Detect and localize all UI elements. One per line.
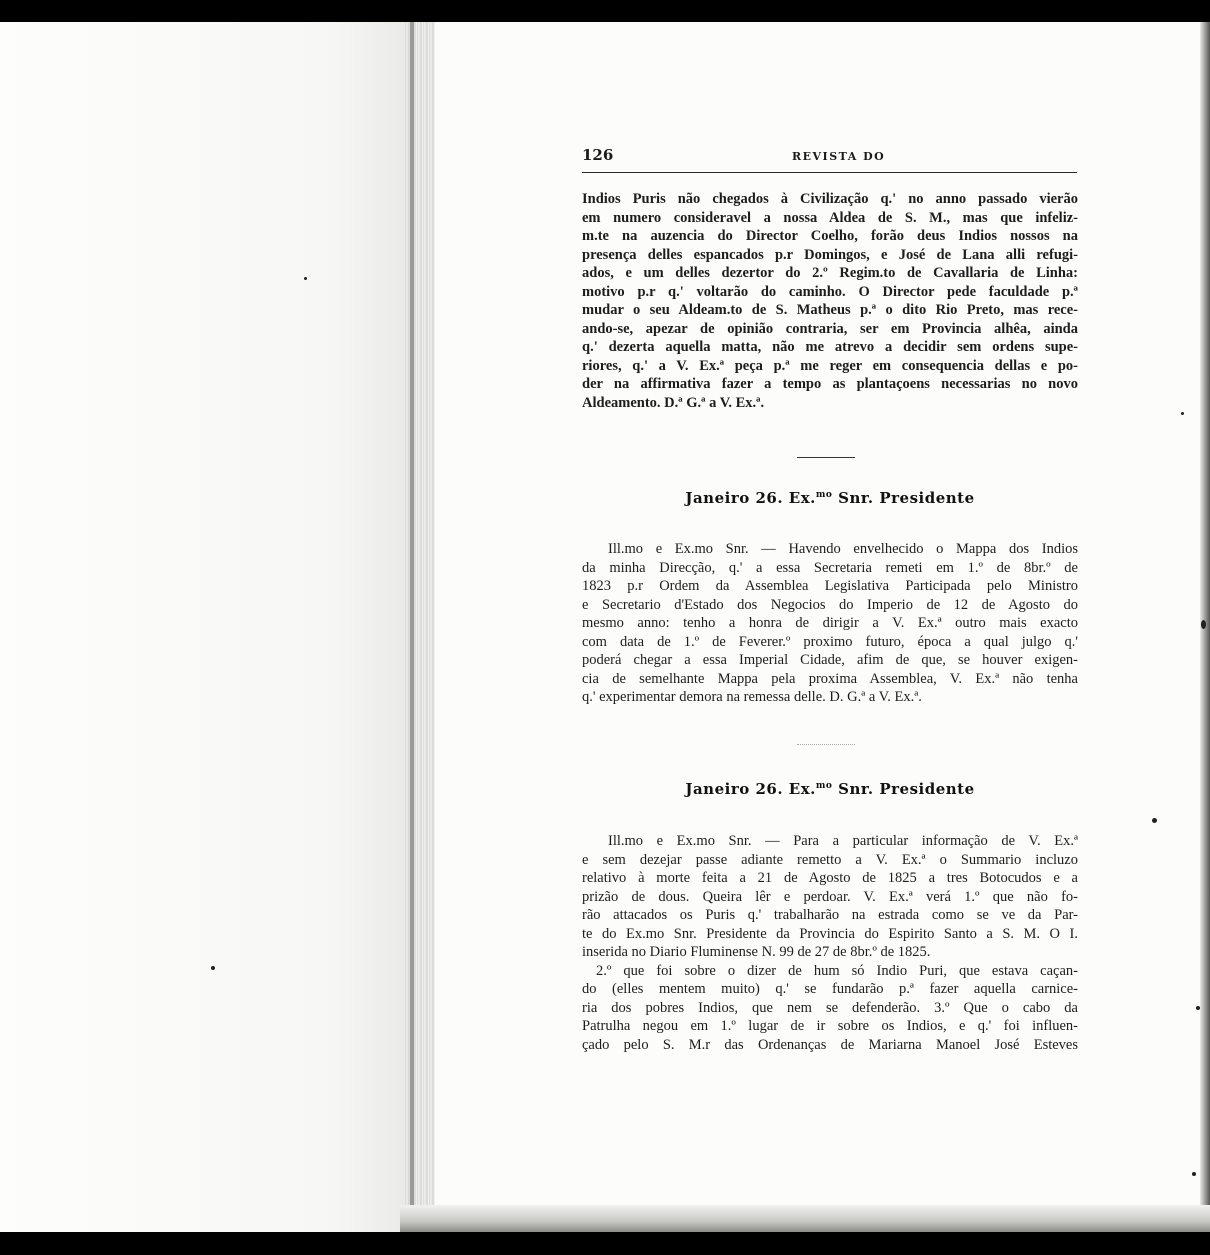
gutter-edge bbox=[410, 22, 414, 1232]
text-line: riores, q.' a V. Ex.ª peça p.ª me reger em consequencia dellas e po- bbox=[582, 357, 1078, 374]
text-line: te do Ex.mo Snr. Presidente da Provincia do Espirito Santo a S. M. O I. bbox=[582, 925, 1078, 942]
heading-date: Janeiro 26. Ex. bbox=[685, 780, 816, 798]
text-line: m.te na auzencia do Director Coelho, forão deus Indios nossos na bbox=[582, 228, 1078, 244]
text-line: q.' dezerta aquella matta, não me atrevo a decidir sem ordens supe- bbox=[582, 339, 1078, 355]
text-line: e Secretario d'Estado dos Negocios do Imperio de 12 de Agosto do bbox=[582, 596, 1078, 613]
letter-heading bbox=[582, 489, 1078, 507]
journal-title: REVISTA DO bbox=[792, 150, 886, 163]
text-line: mudar o seu Aldeam.to de S. Matheus p.ª o dito Rio Preto, mas rece- bbox=[582, 302, 1078, 318]
text-line: presença delles espancados p.r Domingos, e José de Lana alli refugi- bbox=[582, 246, 1078, 263]
text-line: Ill.mo e Ex.mo Snr. — Havendo envelhecido o Mappa dos Indios bbox=[608, 541, 1078, 557]
heading-addressee: Snr. Presidente bbox=[832, 780, 975, 798]
text-line: cia de semelhante Mappa pela proxima Assemblea, V. Ex.ª não tenha bbox=[582, 670, 1078, 687]
text-line: ando-se, apezar de opinião contraria, ser em Provincia alhêa, ainda bbox=[582, 320, 1078, 337]
heading-date: Janeiro 26. Ex. bbox=[685, 489, 816, 507]
heading-superscript: mo bbox=[815, 490, 833, 500]
page-number: 126 bbox=[582, 146, 614, 164]
text-line: com data de 1.º de Feverer.º proximo futuro, época a qual julgo q.' bbox=[582, 633, 1078, 650]
left-blank-page bbox=[0, 22, 410, 1232]
section-divider bbox=[797, 744, 855, 745]
text-line: inserida no Diario Fluminense N. 99 de 27 de 8br.º de 1825. bbox=[582, 944, 931, 960]
heading-addressee: Snr. Presidente bbox=[832, 489, 975, 507]
letter-body bbox=[582, 832, 1078, 1054]
letter-body bbox=[582, 540, 1078, 707]
scan-speck bbox=[1201, 620, 1206, 629]
scan-speck bbox=[1196, 1006, 1200, 1010]
text-line: poderá chegar a essa Imperial Cidade, afim de que, se houver exigen- bbox=[582, 652, 1078, 668]
text-line: ados, e um delles dezertor do 2.º Regim.to de Cavallaria de Linha: bbox=[582, 265, 1078, 281]
heading-superscript: mo bbox=[815, 781, 833, 791]
text-line: mesmo anno: tenho a honra de dirigir a V. Ex.ª outro mais exacto bbox=[582, 615, 1078, 631]
text-line: q.' experimentar demora na remessa delle. D. G.ª a V. Ex.ª. bbox=[582, 689, 922, 705]
text-line: em numero consideravel a nossa Aldea de S. M., mas que infeliz- bbox=[582, 209, 1078, 226]
scan-speck bbox=[1192, 1172, 1196, 1176]
text-line: relativo à morte feita a 21 de Agosto de 1825 a tres Botocudos e a bbox=[582, 870, 1078, 886]
book-scan bbox=[0, 22, 1210, 1232]
text-line: da minha Direcção, q.' a essa Secretaria remeti em 1.º de 8br.º de bbox=[582, 559, 1078, 576]
page-bottom-edge bbox=[400, 1205, 1210, 1232]
text-line: do (elles mentem muito) q.' se fundarão p.ª fazer aquella carnice- bbox=[582, 981, 1078, 997]
text-line: rão attacados os Puris q.' trabalharão na estrada como se ve da Par- bbox=[582, 907, 1078, 923]
text-line: Indios Puris não chegados à Civilização q.' no anno passado vierão bbox=[582, 191, 1078, 207]
text-line: Ill.mo e Ex.mo Snr. — Para a particular informação de V. Ex.ª bbox=[608, 833, 1078, 849]
text-line: Patrulha negou em 1.º lugar de ir sobre os Indios, e q.' foi influen- bbox=[582, 1018, 1078, 1034]
text-line: 1823 p.r Ordem da Assemblea Legislativa Participada pelo Ministro bbox=[582, 578, 1078, 594]
scan-speck bbox=[1181, 412, 1184, 415]
text-line: Aldeamento. D.ª G.ª a V. Ex.ª. bbox=[582, 394, 765, 411]
section-divider bbox=[797, 457, 855, 458]
text-line: prizão de dous. Queira lêr e perdoar. V. Ex.ª verá 1.º que não fo- bbox=[582, 888, 1078, 905]
text-line: ria dos pobres Indios, que nem se defenderão. 3.º Que o cabo da bbox=[582, 999, 1078, 1016]
scan-speck bbox=[304, 277, 307, 280]
paragraph-continued bbox=[582, 190, 1078, 412]
text-line: 2.º que foi sobre o dizer de hum só Indio Puri, que estava caçan- bbox=[596, 962, 1078, 979]
text-line: e sem dezejar passe adiante remetto a V. Ex.ª o Summario incluzo bbox=[582, 851, 1078, 868]
text-line: der na affirmativa fazer a tempo as plantaçoens necessarias no novo bbox=[582, 376, 1078, 392]
scan-speck bbox=[1152, 818, 1157, 823]
letter-heading bbox=[582, 780, 1078, 798]
text-line: çado pelo S. M.r das Ordenanças de Mariarna Manoel José Esteves bbox=[582, 1036, 1078, 1053]
running-head bbox=[582, 144, 1077, 173]
scan-speck bbox=[211, 966, 215, 970]
text-line: motivo p.r q.' voltarão do caminho. O Director pede faculdade p.ª bbox=[582, 283, 1078, 300]
